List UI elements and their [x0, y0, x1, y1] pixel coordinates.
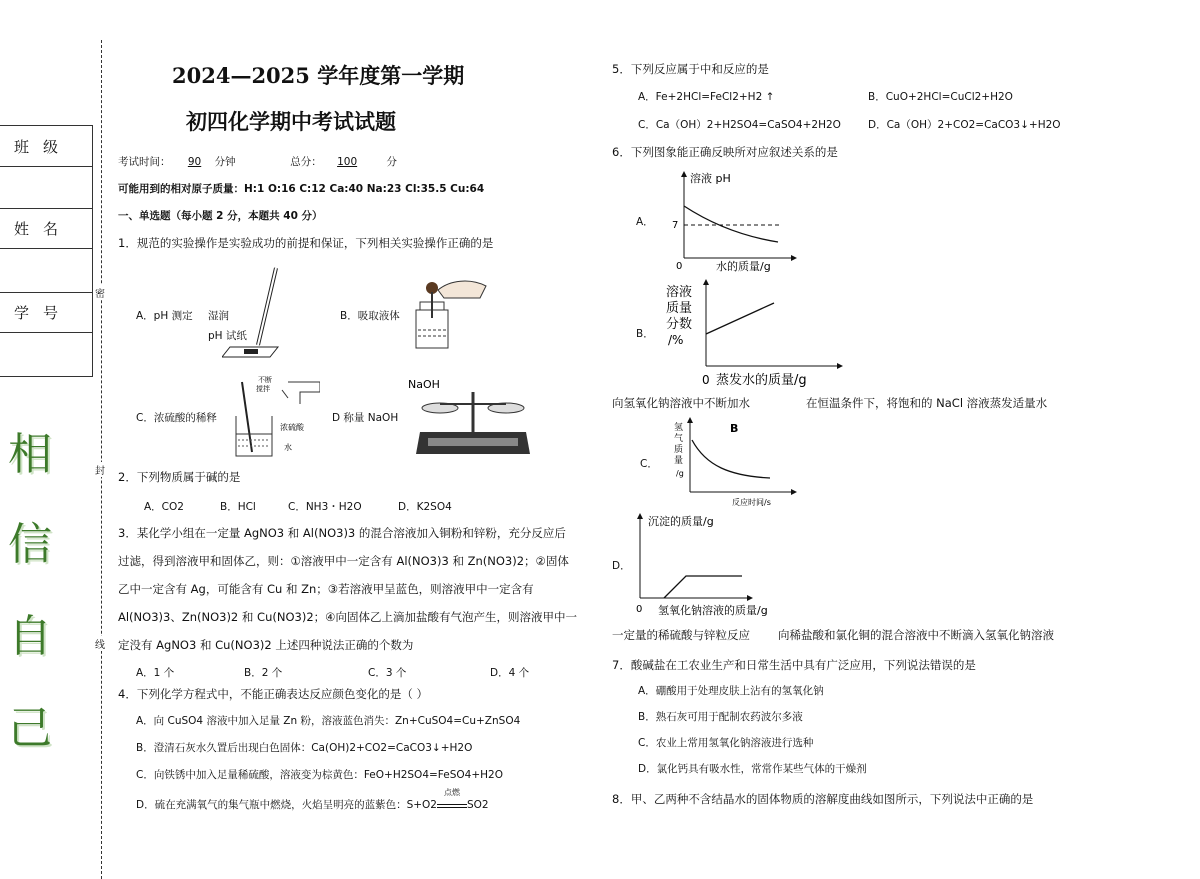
q1-c-illustration: [228, 374, 320, 460]
q6-c-graph: [670, 416, 800, 508]
q4-option-c[interactable]: C．向铁锈中加入足量稀硫酸，溶液变为棕黄色：FeO+H2SO4=FeSO4+H2O: [136, 769, 503, 781]
q6-a-graph: [660, 168, 800, 274]
q6-b-caption: 在恒温条件下，将饱和的 NaCl 溶液蒸发适量水: [806, 396, 1048, 410]
q6-c-tag: B: [730, 422, 739, 435]
q2-option-a[interactable]: A．CO2: [144, 501, 184, 513]
q6-b-graph: [660, 276, 846, 388]
exam-meta: [118, 154, 397, 169]
q1-c-label-stir1: 不断: [258, 376, 272, 384]
time-unit: 分钟: [214, 156, 236, 168]
q6-c-ylabel-1: 氢: [674, 423, 684, 433]
id-blank[interactable]: [0, 332, 92, 375]
q6-option-b[interactable]: B．: [636, 328, 654, 340]
q6-a-origin: 0: [676, 261, 683, 272]
q6-d-ylabel: 沉淀的质量/g: [648, 515, 714, 528]
q6-c-caption: 一定量的稀硫酸与锌粒反应: [612, 628, 750, 642]
score-value: 100: [337, 156, 358, 168]
q1-option-a[interactable]: A．pH 测定: [136, 310, 193, 322]
q6-d-origin: 0: [636, 604, 643, 615]
q6-option-c[interactable]: C．: [640, 458, 658, 470]
q6-c-ylabel-5: /g: [676, 469, 684, 478]
q6-d-graph: [630, 510, 800, 620]
q1-a-label-paper: pH 试纸: [208, 330, 247, 342]
q6-b-origin: 0: [702, 373, 710, 387]
q5-stem: 5．下列反应属于中和反应的是: [612, 62, 769, 76]
q1-d-illustration: [406, 374, 536, 460]
q1-c-label-acid: 浓硫酸: [280, 423, 304, 432]
q6-option-d[interactable]: D．: [612, 560, 631, 572]
q6-a-ylabel: 溶液 pH: [690, 172, 731, 185]
q6-a-caption: 向氢氧化钠溶液中不断加水: [612, 396, 750, 410]
q6-c-xlabel: 反应时间/s: [732, 498, 771, 507]
atomic-masses: 可能用到的相对原子质量：H:1 O:16 C:12 Ca:40 Na:23 Cl:35.5 Cu:64: [118, 183, 485, 195]
q6-b-ylabel-1: 溶液: [666, 285, 693, 300]
binding-dashed-line: [101, 40, 102, 879]
id-label: 学号: [14, 304, 73, 322]
q5-option-c[interactable]: C．Ca（OH）2+H2SO4=CaSO4+2H2O: [638, 119, 841, 131]
q4-option-b[interactable]: B．澄清石灰水久置后出现白色固体：Ca(OH)2+CO2=CaCO3↓+H2O: [136, 742, 473, 754]
q1-option-b[interactable]: B．吸取液体: [340, 310, 400, 322]
q6-b-xlabel: 蒸发水的质量/g: [716, 373, 807, 388]
q3-line-3: 乙中一定含有 Ag，可能含有 Cu 和 Zn；③若溶液甲呈蓝色，则溶液甲中一定含有: [118, 582, 534, 596]
q3-option-d[interactable]: D．4 个: [490, 667, 530, 679]
q6-d-caption: 向稀盐酸和氯化铜的混合溶液中不断滴入氢氧化钠溶液: [778, 628, 1054, 642]
q6-c-ylabel-4: 量: [674, 456, 684, 466]
q6-a-xlabel: 水的质量/g: [716, 260, 771, 273]
q2-option-b[interactable]: B．HCl: [220, 501, 256, 513]
q1-d-label-naoh: NaOH: [408, 378, 440, 391]
name-label: 姓名: [14, 220, 73, 238]
student-info-box: [0, 125, 93, 377]
score-unit: 分: [386, 156, 397, 168]
q6-c-ylabel-3: 质: [674, 445, 684, 455]
q3-option-c[interactable]: C．3 个: [368, 667, 407, 679]
q5-option-b[interactable]: B．CuO+2HCl=CuCl2+H2O: [868, 91, 1013, 103]
q3-line-1: 3．某化学小组在一定量 AgNO3 和 Al(NO3)3 的混合溶液加入铜粉和锌粉，充分反应后: [118, 526, 566, 540]
q4-d-text: D．硫在充满氧气的集气瓶中燃烧，火焰呈明亮的蓝紫色：S+O2: [136, 799, 437, 811]
q2-option-d[interactable]: D．K2SO4: [398, 501, 452, 513]
q1-a-illustration: [222, 265, 292, 360]
id-row: [0, 292, 92, 333]
q3-line-5: 定没有 AgNO3 和 Cu(NO3)2 上述四种说法正确的个数为: [118, 638, 414, 652]
name-blank[interactable]: [0, 248, 92, 293]
motto-char-3: 自: [8, 611, 52, 662]
q3-option-a[interactable]: A．1 个: [136, 667, 175, 679]
q2-stem: 2．下列物质属于碱的是: [118, 470, 241, 484]
q7-option-c[interactable]: C．农业上常用氢氧化钠溶液进行选种: [638, 737, 814, 749]
exam-title-line1: 2024—2025 学年度第一学期: [172, 63, 465, 88]
q6-b-ylabel-2: 质量: [666, 301, 693, 316]
q4-d-product: SO2: [467, 799, 489, 811]
q6-stem: 6．下列图象能正确反映所对应叙述关系的是: [612, 145, 838, 159]
q5-option-d[interactable]: D．Ca（OH）2+CO2=CaCO3↓+H2O: [868, 119, 1061, 131]
margin-mark-feng: 封: [95, 462, 105, 477]
class-label: 班级: [14, 138, 73, 156]
q2-option-c[interactable]: C．NH3・H2O: [288, 501, 362, 513]
q4-stem: 4．下列化学方程式中，不能正确表达反应颜色变化的是（ ）: [118, 687, 428, 701]
q4-option-d[interactable]: [136, 788, 489, 812]
q1-c-label-stir2: 搅拌: [256, 385, 270, 393]
q8-stem: 8．甲、乙两种不含结晶水的固体物质的溶解度曲线如图所示，下列说法中正确的是: [612, 792, 1034, 806]
score-label: 总分：: [290, 156, 322, 168]
q5-option-a[interactable]: A．Fe+2HCl=FeCl2+H2 ↑: [638, 91, 775, 103]
q1-option-d[interactable]: D 称量 NaOH: [332, 412, 399, 424]
q3-line-2: 过滤，得到溶液甲和固体乙，则：①溶液甲中一定含有 Al(NO3)3 和 Zn(NO3)2；②固体: [118, 554, 569, 568]
section-heading: 一、单选题（每小题 2 分，本题共 40 分）: [118, 210, 323, 222]
q3-line-4: Al(NO3)3、Zn(NO3)2 和 Cu(NO3)2；④向固体乙上滴加盐酸有气泡产生，则溶液甲中一: [118, 610, 577, 624]
motto-char-1: 相: [8, 429, 52, 480]
margin-mark-mi: 密: [95, 285, 105, 300]
q7-option-b[interactable]: B．熟石灰可用于配制农药波尔多液: [638, 711, 803, 723]
q6-c-ylabel-2: 气: [674, 434, 684, 444]
q4-d-condition: 点燃: [444, 788, 460, 797]
margin-mark-xian: 线: [95, 636, 105, 651]
q4-option-a[interactable]: A．向 CuSO4 溶液中加入足量 Zn 粉，溶液蓝色消失：Zn+CuSO4=Cu+ZnSO4: [136, 715, 521, 727]
name-row: [0, 208, 92, 249]
q1-a-label-wet: 湿润: [208, 310, 229, 322]
motto-char-2: 信: [8, 519, 52, 570]
q6-option-a[interactable]: A．: [636, 216, 654, 228]
time-value: 90: [187, 156, 202, 168]
q7-option-d[interactable]: D．氯化钙具有吸水性，常常作某些气体的干燥剂: [638, 763, 867, 775]
exam-title-line2: 初四化学期中考试试题: [186, 109, 396, 134]
q1-c-label-water: 水: [284, 443, 292, 452]
q1-b-illustration: [410, 272, 490, 352]
q6-b-ylabel-3: 分数: [666, 317, 693, 332]
class-row: [0, 126, 92, 167]
time-label: 考试时间：: [118, 156, 171, 168]
q6-d-xlabel: 氢氧化钠溶液的质量/g: [658, 604, 768, 617]
q6-a-tick-7: 7: [672, 220, 679, 231]
q1-stem: 1．规范的实验操作是实验成功的前提和保证，下列相关实验操作正确的是: [118, 236, 494, 250]
q7-stem: 7．酸碱盐在工农业生产和日常生活中具有广泛应用，下列说法错误的是: [612, 658, 976, 672]
q7-option-a[interactable]: A．硼酸用于处理皮肤上沾有的氢氧化钠: [638, 685, 824, 697]
q6-b-ylabel-4: /%: [668, 333, 684, 347]
motto-char-4: 己: [8, 703, 52, 754]
q3-option-b[interactable]: B．2 个: [244, 667, 283, 679]
class-blank[interactable]: [0, 166, 92, 209]
q1-option-c[interactable]: C．浓硫酸的稀释: [136, 412, 217, 424]
